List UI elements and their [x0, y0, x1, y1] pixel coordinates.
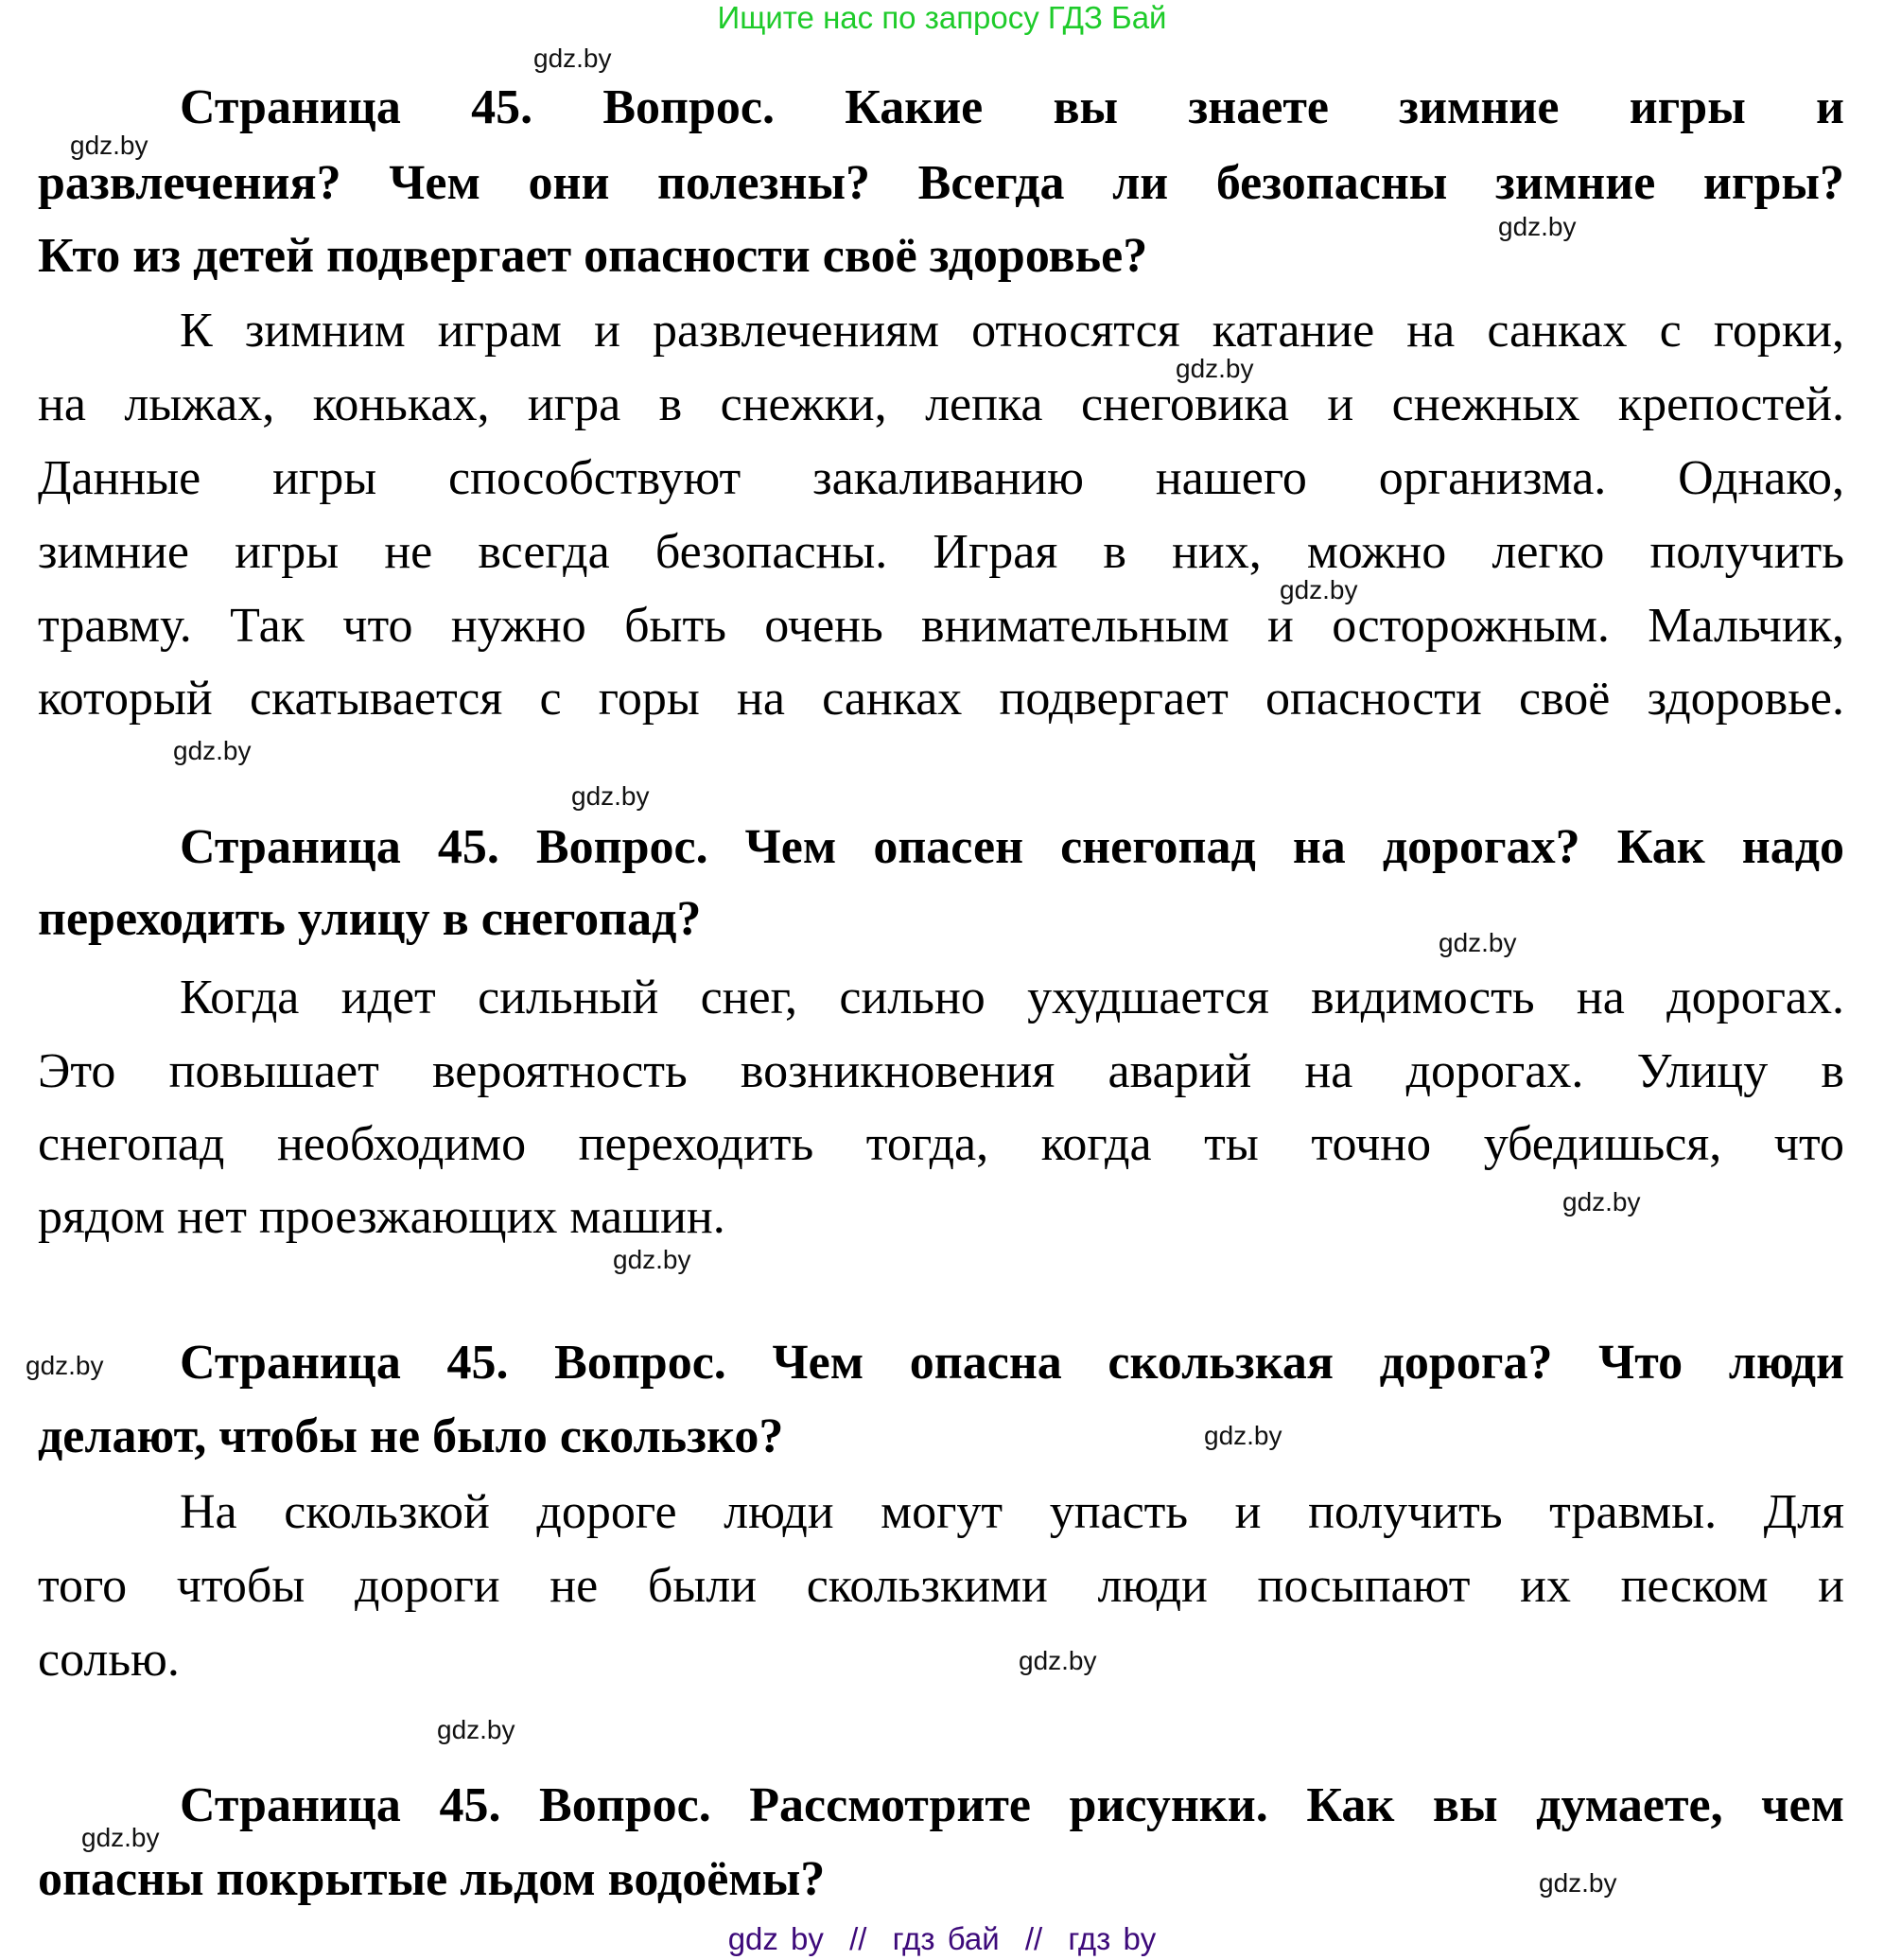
question-heading-line: Кто из детей подвергает опасности своё здоровье?	[38, 229, 1148, 283]
watermark: gdz.by	[533, 44, 612, 73]
watermark: gdz.by	[173, 736, 252, 765]
watermark: gdz.by	[613, 1245, 691, 1274]
answer-line: на лыжах, коньках, игра в снежки, лепка снеговика и снежных крепостей.	[38, 377, 1844, 431]
answer-line: зимние игры не всегда безопасны. Играя в них, можно легко получить	[38, 525, 1844, 579]
watermark: gdz.by	[1204, 1421, 1282, 1450]
question-heading-line: делают, чтобы не было скользко?	[38, 1409, 784, 1463]
watermark: gdz.by	[571, 781, 650, 811]
question-heading-line: развлечения? Чем они полезны? Всегда ли безопасны зимние игры?	[38, 156, 1844, 210]
answer-line: рядом нет проезжающих машин.	[38, 1190, 725, 1244]
watermark: gdz.by	[1280, 575, 1358, 604]
answer-line: Это повышает вероятность возникновения аварий на дорогах. Улицу в	[38, 1044, 1844, 1098]
footer-link-gdz-by-cyr[interactable]: гдз by	[1068, 1921, 1157, 1956]
answer-line: травму. Так что нужно быть очень внимательным и осторожным. Мальчик,	[38, 599, 1844, 653]
footer-link-gdz-by[interactable]: gdz by	[727, 1921, 824, 1956]
watermark: gdz.by	[70, 131, 148, 160]
footer-links	[0, 1920, 1884, 1958]
question-heading-line: Страница 45. Вопрос. Чем опасна скользкая дорога? Что люди	[180, 1336, 1844, 1390]
footer-separator: //	[849, 1921, 867, 1956]
question-heading-line: опасны покрытые льдом водоёмы?	[38, 1852, 826, 1906]
watermark: gdz.by	[1439, 928, 1517, 957]
watermark: gdz.by	[437, 1715, 515, 1744]
watermark: gdz.by	[26, 1351, 104, 1380]
footer-link-gdz-bai[interactable]: гдз бай	[892, 1921, 1000, 1956]
watermark: gdz.by	[1539, 1868, 1617, 1898]
footer-separator: //	[1024, 1921, 1043, 1956]
search-hint-banner: Ищите нас по запросу ГДЗ Бай	[717, 0, 1167, 35]
watermark: gdz.by	[1498, 212, 1577, 241]
answer-line: солью.	[38, 1633, 180, 1687]
answer-line: К зимним играм и развлечениям относятся катание на санках с горки,	[180, 304, 1844, 358]
answer-line: Когда идет сильный снег, сильно ухудшается видимость на дорогах.	[180, 971, 1844, 1024]
question-heading-line: переходить улицу в снегопад?	[38, 892, 702, 946]
answer-line: снегопад необходимо переходить тогда, когда ты точно убедишься, что	[38, 1117, 1844, 1171]
question-heading-line: Страница 45. Вопрос. Чем опасен снегопад на дорогах? Как надо	[180, 820, 1844, 874]
answer-line: На скользкой дороге люди могут упасть и получить травмы. Для	[180, 1485, 1844, 1539]
question-heading-line: Страница 45. Вопрос. Рассмотрите рисунки. Как вы думаете, чем	[180, 1778, 1844, 1832]
watermark: gdz.by	[81, 1823, 160, 1852]
question-heading-line: Страница 45. Вопрос. Какие вы знаете зимние игры и	[180, 80, 1844, 134]
answer-line: Данные игры способствуют закаливанию нашего организма. Однако,	[38, 451, 1844, 505]
watermark: gdz.by	[1176, 354, 1254, 383]
watermark: gdz.by	[1562, 1187, 1641, 1216]
watermark: gdz.by	[1019, 1646, 1097, 1675]
answer-line: который скатывается с горы на санках подвергает опасности своё здоровье.	[38, 672, 1844, 726]
answer-line: того чтобы дороги не были скользкими люди посыпают их песком и	[38, 1559, 1844, 1613]
